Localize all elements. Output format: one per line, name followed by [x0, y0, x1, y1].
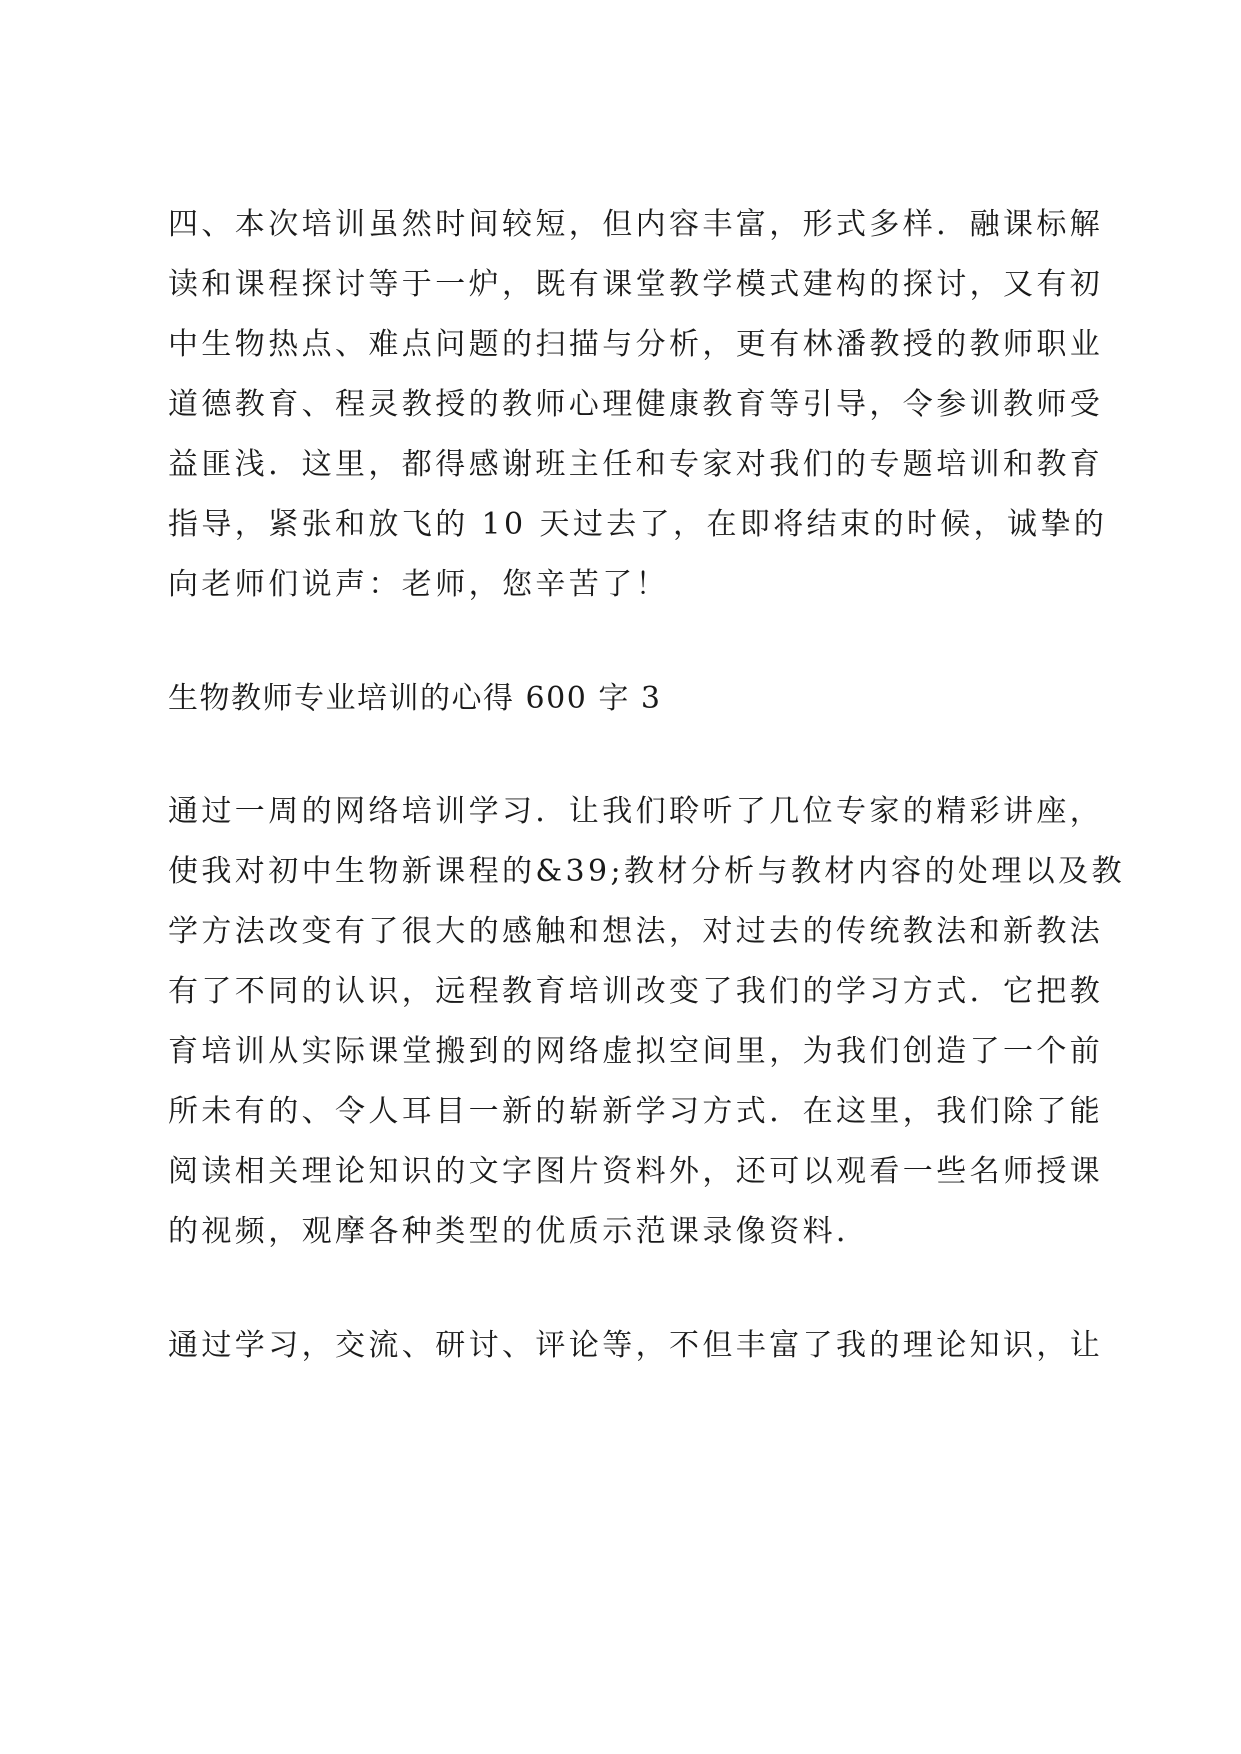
- paragraph-1-line-3: 中生物热点、难点问题的扫描与分析，更有林潘教授的教师职业: [168, 327, 1104, 362]
- paragraph-2-line-1: 通过一周的网络培训学习．让我们聆听了几位专家的精彩讲座，: [168, 794, 1104, 829]
- paragraph-1-line-2: 读和课程探讨等于一炉，既有课堂教学模式建构的探讨，又有初: [168, 267, 1104, 302]
- paragraph-2-line-7: 阅读相关理论知识的文字图片资料外，还可以观看一些名师授课: [168, 1154, 1104, 1189]
- paragraph-1-line-1: 四、本次培训虽然时间较短，但内容丰富，形式多样．融课标解: [168, 207, 1104, 242]
- paragraph-2-line-2: 使我对初中生物新课程的&39;教材分析与教材内容的处理以及教: [168, 854, 1125, 889]
- paragraph-1-line-7: 向老师们说声：老师，您辛苦了！: [168, 567, 669, 602]
- section-title: 生物教师专业培训的心得 600 字 3: [168, 681, 662, 716]
- paragraph-1-line-6: 指导，紧张和放飞的 10 天过去了，在即将结束的时候，诚挚的: [168, 507, 1108, 542]
- paragraph-2-line-3: 学方法改变有了很大的感触和想法，对过去的传统教法和新教法: [168, 914, 1104, 949]
- paragraph-1-line-5: 益匪浅．这里，都得感谢班主任和专家对我们的专题培训和教育: [168, 447, 1104, 482]
- paragraph-2-line-8: 的视频，观摩各种类型的优质示范课录像资料．: [168, 1214, 870, 1249]
- paragraph-3-line-1: 通过学习，交流、研讨、评论等，不但丰富了我的理论知识，让: [168, 1328, 1104, 1363]
- paragraph-2-line-6: 所未有的、令人耳目一新的崭新学习方式．在这里，我们除了能: [168, 1094, 1104, 1129]
- paragraph-2-line-5: 育培训从实际课堂搬到的网络虚拟空间里，为我们创造了一个前: [168, 1034, 1104, 1069]
- paragraph-1-line-4: 道德教育、程灵教授的教师心理健康教育等引导，令参训教师受: [168, 387, 1104, 422]
- paragraph-2-line-4: 有了不同的认识，远程教育培训改变了我们的学习方式．它把教: [168, 974, 1104, 1009]
